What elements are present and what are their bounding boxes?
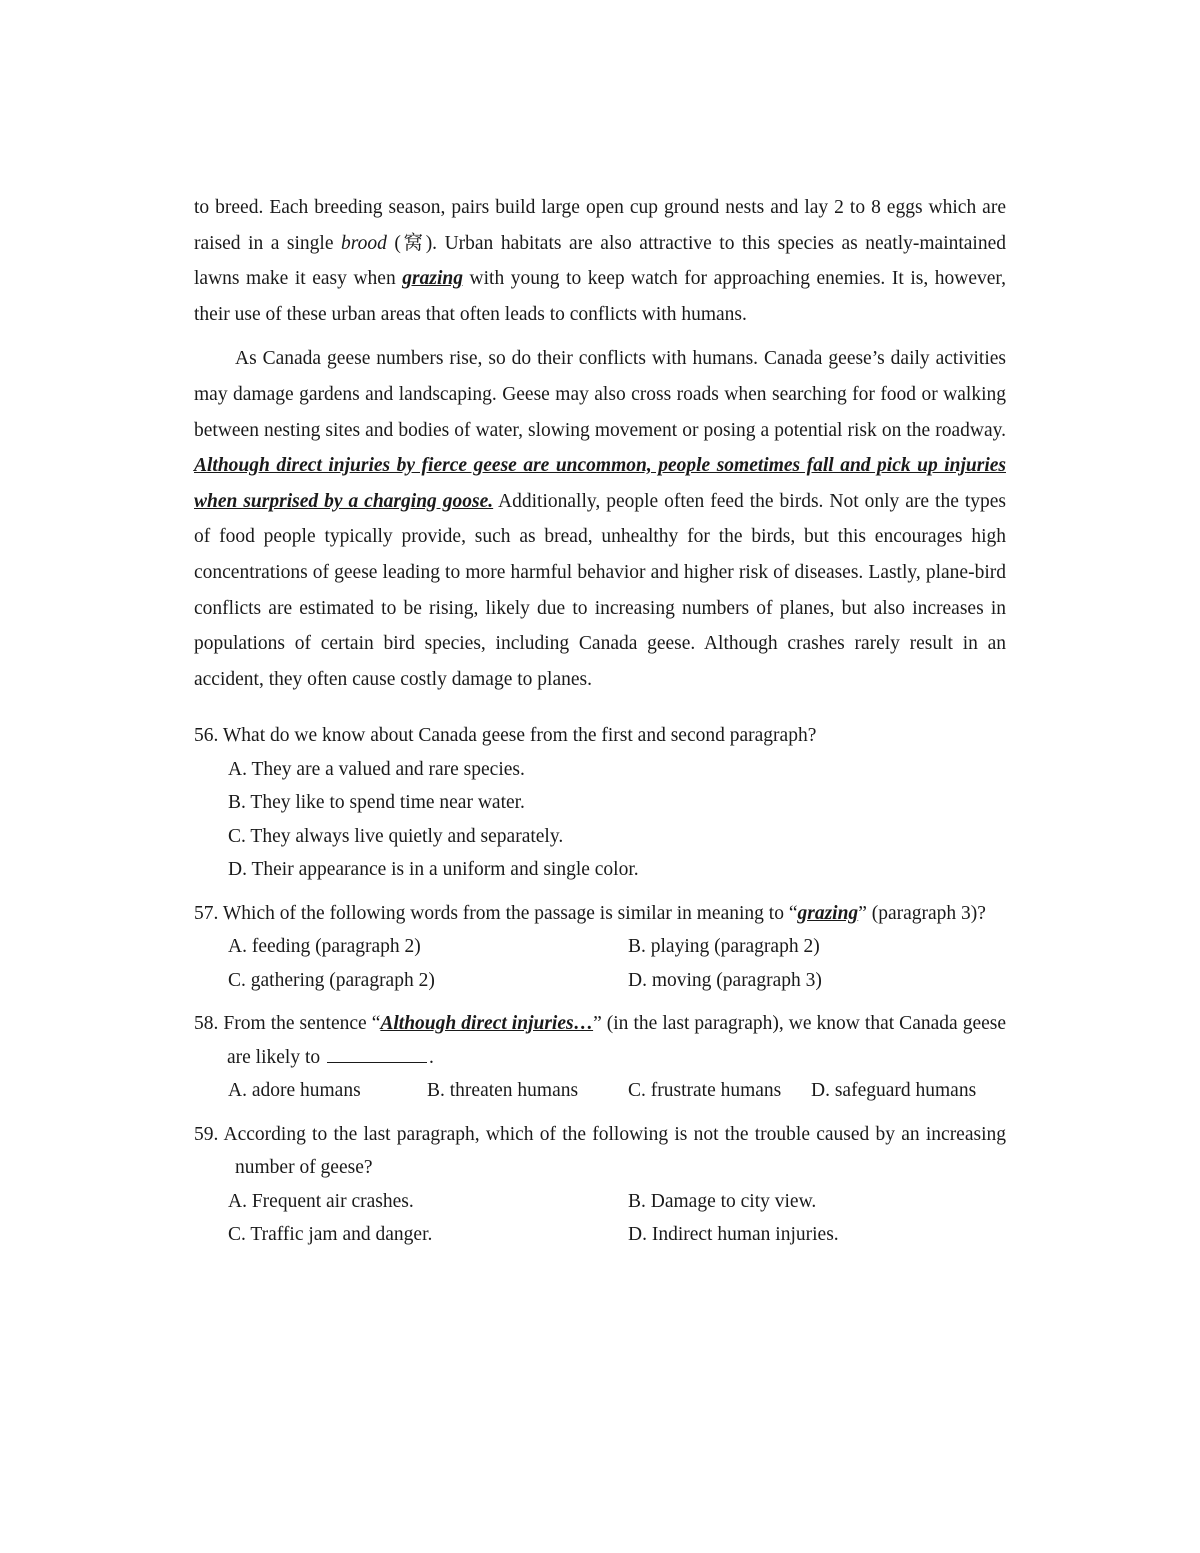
question-stem: 59. According to the last paragraph, which of the following is not the trouble caused by an increasing number of geese? <box>194 1123 1006 1179</box>
passage-text: with young to keep watch for approaching enemies. It is, however, their use of these urban areas that often leads to conflicts with humans. <box>194 268 1007 325</box>
highlighted-sentence: Although direct injuries by fierce geese are uncommon, people sometimes fall and pick up injuries when surprised by a charging goose. <box>194 455 1006 512</box>
option-d: D. moving (paragraph 3) <box>628 969 822 991</box>
question-58 <box>194 1007 1006 1108</box>
passage-text: Additionally, people often feed the birds. Not only are the types of food people typically provide, such as bread, unhealthy for the birds, but this encourages high concentrations of geese leading to more harmful behavior and higher risk of diseases. Lastly, plane-bird conflicts are estimated to be rising, likely due to increasing numbers of planes, but also increases in populations of certain bird species, including Canada geese. Although crashes rarely result in an accident, they often cause costly damage to planes. <box>194 490 1006 690</box>
option-d: D. Indirect human injuries. <box>628 1224 839 1246</box>
glossed-word: brood <box>341 232 387 254</box>
option-list <box>194 753 1006 887</box>
question-list <box>194 719 1006 1252</box>
option-list <box>194 1185 1006 1252</box>
option-list <box>194 1074 1006 1108</box>
passage-paragraph-2 <box>194 341 1006 697</box>
question-59 <box>194 1118 1006 1252</box>
question-stem <box>194 1007 1006 1074</box>
option-c: C. They always live quietly and separately. <box>228 825 564 847</box>
question-stem-text: ” (paragraph 3)? <box>858 902 986 924</box>
passage-text: to breed. Each breeding season, pairs build large open cup ground nests and lay 2 to 8 eggs which are raised in a single <box>194 197 1006 254</box>
option-list <box>194 930 1006 997</box>
passage-text: (窝). Urban habitats are also attractive to this species as neatly-maintained lawns make it easy when <box>194 232 1007 290</box>
option-b: B. They like to spend time near water. <box>228 792 525 814</box>
option-a: A. adore humans <box>228 1080 361 1102</box>
passage-text: As Canada geese numbers rise, so do their conflicts with humans. Canada geese’s daily activities may damage gardens and landscaping. Geese may also cross roads when searching for food or walking between nesting sites and bodies of water, slowing movement or posing a potential risk on the roadway. <box>194 348 1006 441</box>
option-a: A. Frequent air crashes. <box>228 1190 414 1212</box>
option-b: B. playing (paragraph 2) <box>628 936 820 958</box>
highlighted-keyword: grazing <box>402 268 463 290</box>
question-stem-text: 58. From the sentence “ <box>194 1013 381 1035</box>
question-stem-text: 57. Which of the following words from the passage is similar in meaning to “ <box>194 902 798 924</box>
option-d: D. safeguard humans <box>811 1080 977 1102</box>
option-c: C. gathering (paragraph 2) <box>228 969 435 991</box>
highlighted-keyword: Although direct injuries… <box>380 1013 594 1035</box>
option-c: C. Traffic jam and danger. <box>228 1224 433 1246</box>
option-a: A. They are a valued and rare species. <box>228 758 525 780</box>
answer-blank <box>327 1061 427 1063</box>
passage-paragraph-1 <box>194 190 1006 332</box>
question-57 <box>194 897 1006 998</box>
option-b: B. Damage to city view. <box>628 1190 817 1212</box>
question-stem: 56. What do we know about Canada geese from the first and second paragraph? <box>194 725 817 747</box>
question-stem-text: . <box>429 1046 434 1068</box>
question-stem <box>194 897 1006 931</box>
question-stem-text: ” (in the last paragraph), we know that Canada geese are likely to <box>227 1013 1006 1068</box>
option-b: B. threaten humans <box>427 1080 579 1102</box>
option-a: A. feeding (paragraph 2) <box>228 936 421 958</box>
option-d: D. Their appearance is in a uniform and single color. <box>228 859 639 881</box>
option-c: C. frustrate humans <box>628 1080 782 1102</box>
exam-page <box>194 190 1006 1262</box>
highlighted-keyword: grazing <box>797 902 859 924</box>
question-56 <box>194 719 1006 887</box>
